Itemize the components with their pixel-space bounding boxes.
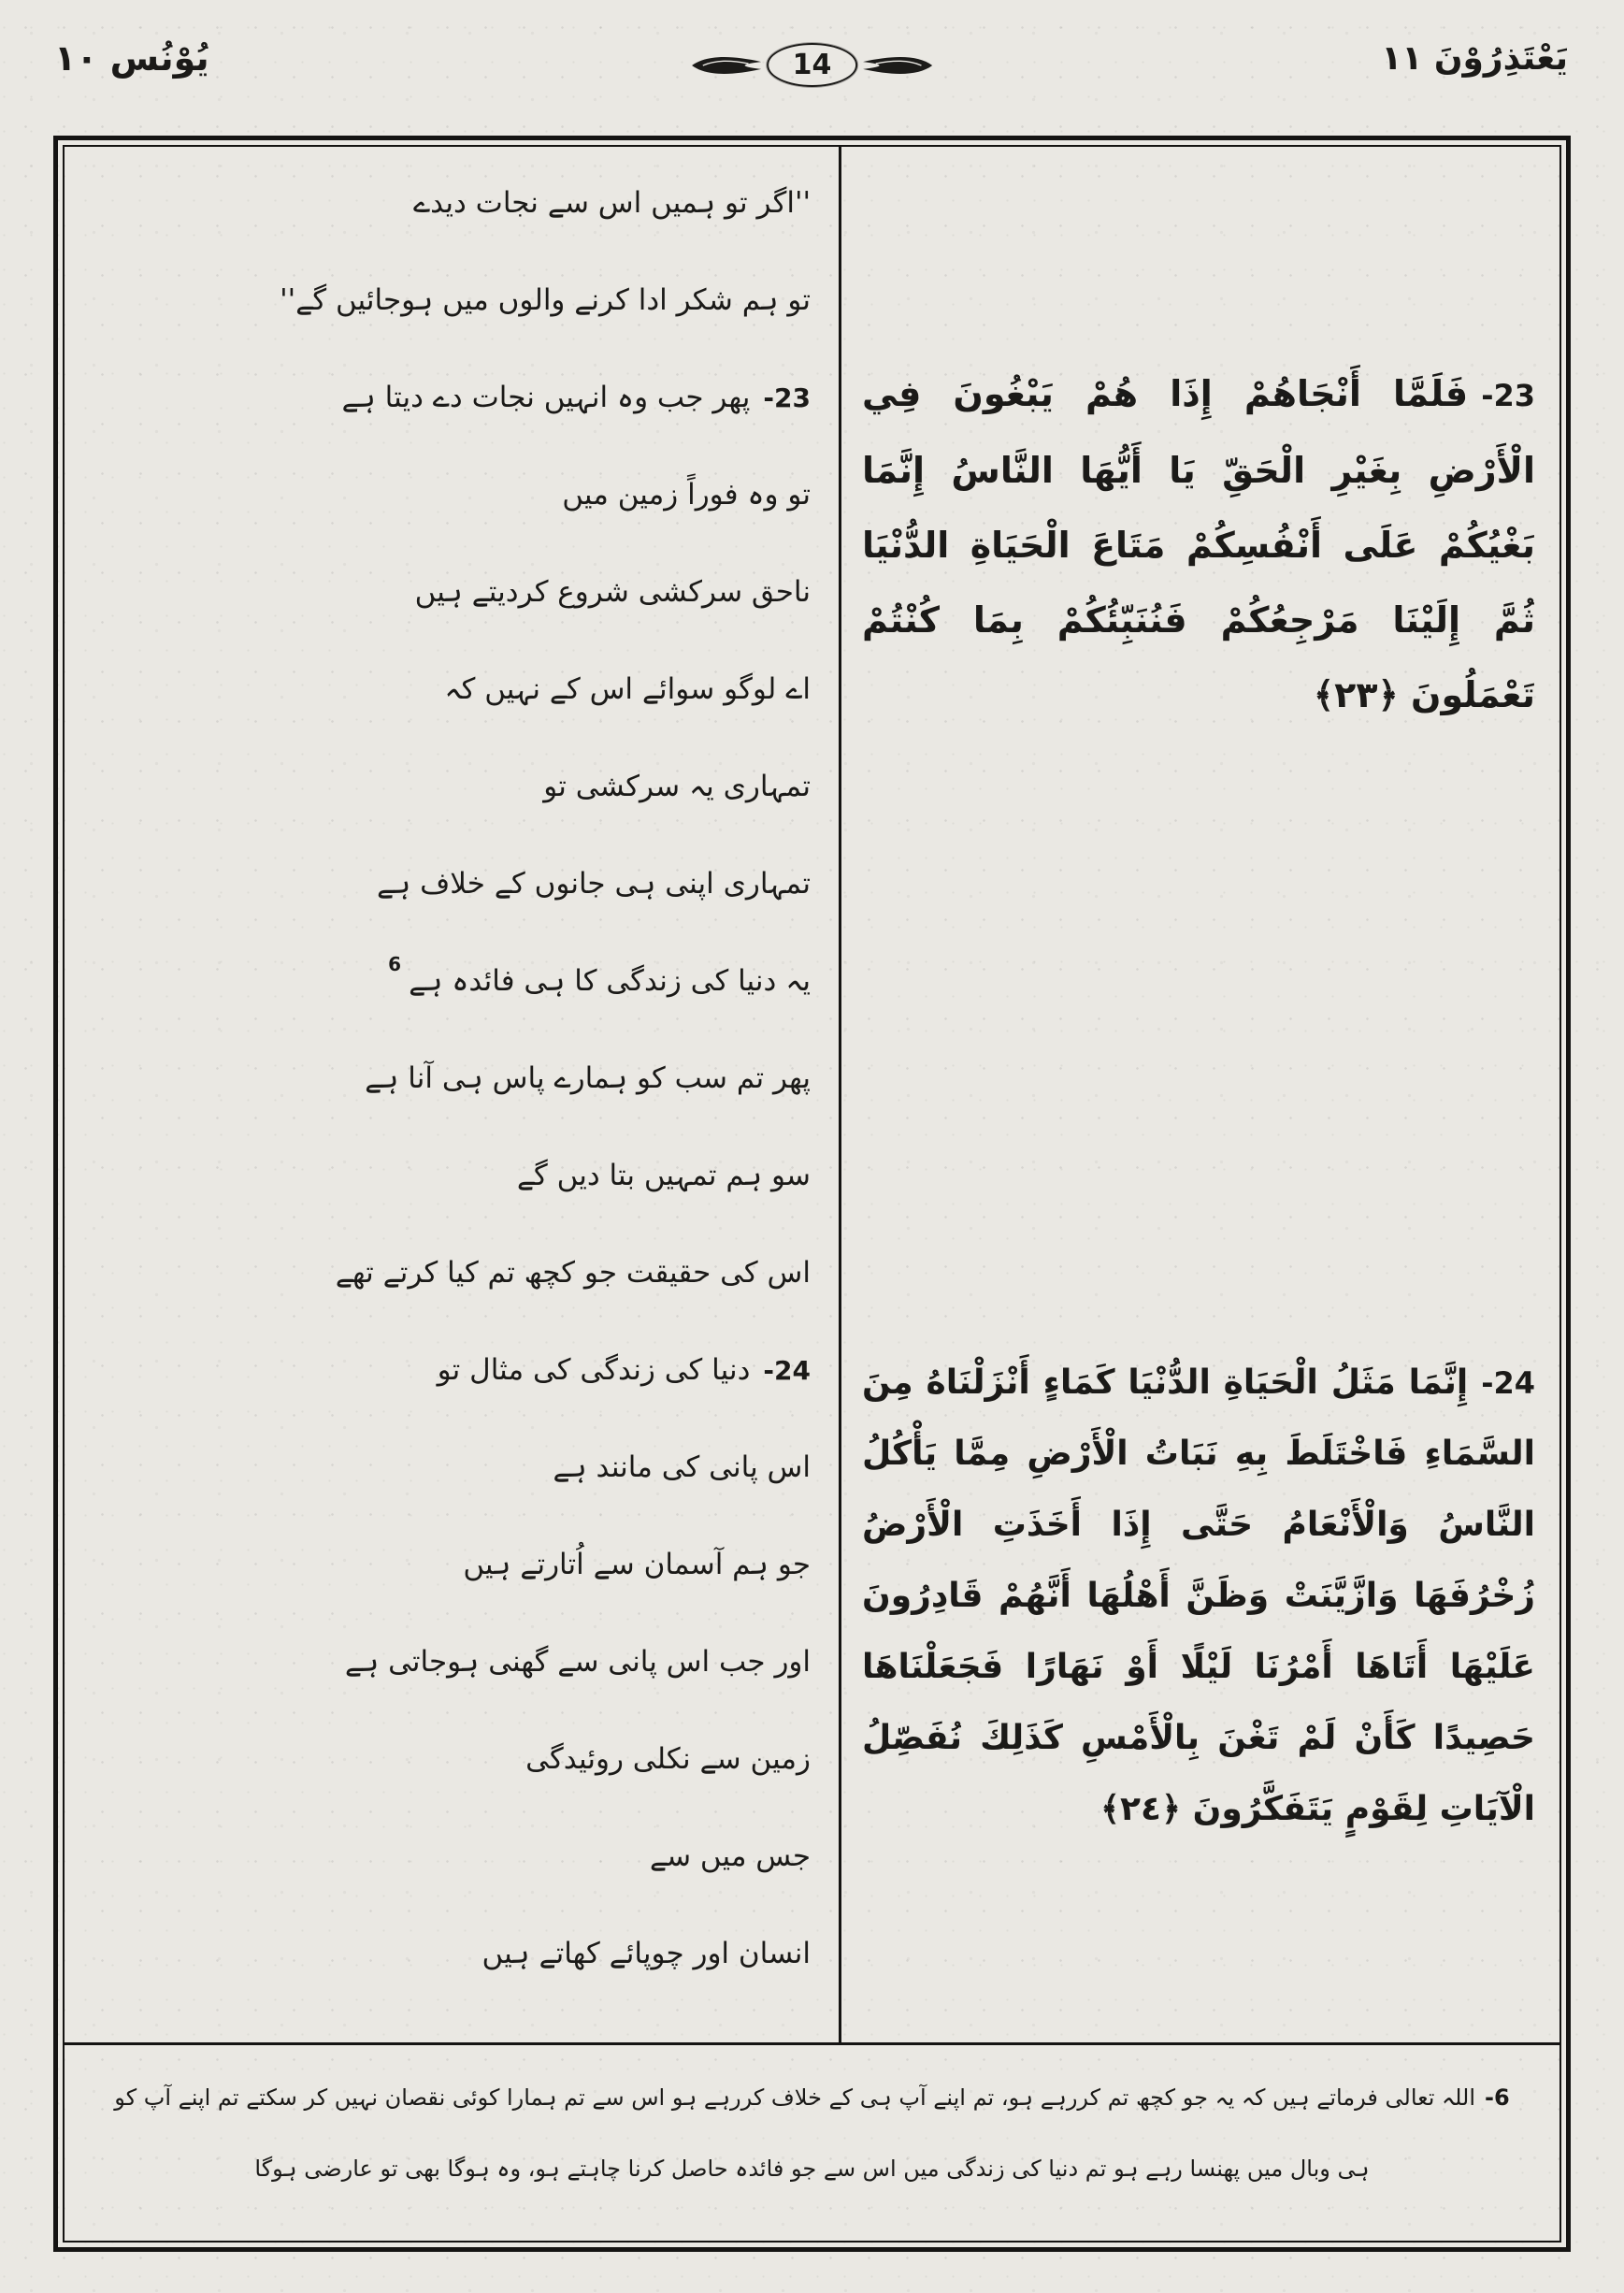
ornament-icon-left — [690, 51, 763, 79]
urdu-text: تو وہ فوراً زمین میں — [562, 477, 811, 512]
verse-24-number: -24 — [1481, 1365, 1535, 1401]
urdu-line — [85, 1516, 811, 1613]
verse-23-number: -23 — [1481, 378, 1535, 413]
urdu-text: جو ہم آسمان سے اُتارتے ہیں — [463, 1547, 811, 1581]
verse-23-arabic — [862, 356, 1535, 732]
juz-title: یَعْتَذِرُوْنَ ۱۱ — [1381, 39, 1568, 78]
urdu-text: تمہاری یہ سرکشی تو — [543, 769, 811, 803]
footnote-number: -6 — [1485, 2084, 1510, 2111]
urdu-text: اے لوگو سوائے اس کے نہیں کہ — [444, 671, 811, 706]
arabic-column — [841, 147, 1559, 2042]
urdu-line — [85, 154, 811, 252]
text-columns — [65, 147, 1559, 2042]
main-frame — [53, 136, 1571, 2252]
urdu-text: زمین سے نکلی روئیدگی — [525, 1741, 811, 1776]
footnote-line-1 — [89, 2062, 1535, 2133]
urdu-line — [85, 446, 811, 543]
urdu-line — [85, 1419, 811, 1516]
urdu-text: اس کی حقیقت جو کچھ تم کیا کرتے تھے — [335, 1255, 811, 1290]
urdu-line — [85, 1905, 811, 2002]
urdu-text: پھر تم سب کو ہمارے پاس ہی آنا ہے — [365, 1060, 811, 1095]
footnote-line-2 — [89, 2133, 1535, 2204]
urdu-text: دنیا کی زندگی کی مثال تو — [437, 1352, 751, 1387]
page-number-cartouche — [690, 43, 935, 87]
urdu-line — [85, 1808, 811, 1905]
footnote-text-1: اللہ تعالی فرماتے ہیں کہ یہ جو کچھ تم کررہے ہو، تم اپنے آپ ہی کے خلاف کررہے ہو اس سے تم ہمارا کوئی نقصان نہیں کر سکتے تم اپنے آپ کو — [114, 2084, 1476, 2111]
page-number: 14 — [767, 43, 858, 87]
verse-24-text: إِنَّمَا مَثَلُ الْحَيَاةِ الدُّنْيَا كَمَاءٍ أَنْزَلْنَاهُ مِنَ السَّمَاءِ فَاخْتَلَطَ بِهِ نَبَاتُ الْأَرْضِ مِمَّا يَأْكُلُ النَّاسُ وَالْأَنْعَامُ حَتَّى إِذَا أَخَذَتِ الْأَرْضُ زُخْرُفَهَا وَازَّيَّنَتْ وَظَنَّ أَهْلُهَا أَنَّهُمْ قَادِرُونَ عَلَيْهَا أَتَاهَا أَمْرُنَا لَيْلًا أَوْ نَهَارًا فَجَعَلْنَاهَا حَصِيدًا كَأَنْ لَمْ تَغْنَ بِالْأَمْسِ كَذَلِكَ نُفَصِّلُ الْآيَاتِ لِقَوْمٍ يَتَفَكَّرُونَ ﴿٢٤﴾ — [862, 1363, 1535, 1828]
footnote-text-2: ہی وبال میں پھنسا رہے ہو تم دنیا کی زندگی میں اس سے جو فائدہ حاصل کرنا چاہتے ہو، وہ ہوگا بھی تو عارضی ہوگا — [254, 2156, 1370, 2182]
urdu-text: سو ہم تمہیں بتا دیں گے — [516, 1158, 811, 1192]
urdu-text: تو ہم شکر ادا کرنے والوں میں ہوجائیں گے'' — [280, 282, 811, 317]
verse-24-arabic — [862, 1348, 1535, 1845]
urdu-line — [85, 1710, 811, 1808]
urdu-text: اور جب اس پانی سے گھنی ہوجاتی ہے — [344, 1644, 811, 1679]
verse-number: -24 — [763, 1354, 811, 1386]
urdu-line — [85, 1224, 811, 1321]
ornament-icon-right — [861, 51, 934, 79]
verse-23-text: فَلَمَّا أَنْجَاهُمْ إِذَا هُمْ يَبْغُونَ فِي الْأَرْضِ بِغَيْرِ الْحَقِّ يَا أَيُّهَا النَّاسُ إِنَّمَا بَغْيُكُمْ عَلَى أَنْفُسِكُمْ مَتَاعَ الْحَيَاةِ الدُّنْيَا ثُمَّ إِلَيْنَا مَرْجِعُكُمْ فَنُنَبِّئُكُمْ بِمَا كُنْتُمْ تَعْمَلُونَ ﴿٢٣﴾ — [862, 373, 1535, 715]
urdu-text: ''اگر تو ہمیں اس سے نجات دیدے — [412, 185, 811, 220]
urdu-text: جس میں سے — [649, 1839, 811, 1873]
urdu-text: پھر جب وہ انہیں نجات دے دیتا ہے — [341, 380, 751, 414]
urdu-text: اس پانی کی مانند ہے — [553, 1449, 811, 1484]
verse-number: -23 — [763, 382, 811, 413]
surah-title: یُوْنُس ۱۰ — [54, 37, 209, 79]
urdu-line — [85, 252, 811, 349]
urdu-line — [85, 641, 811, 738]
urdu-line — [85, 349, 811, 446]
urdu-line — [85, 1321, 811, 1419]
urdu-line — [85, 835, 811, 932]
urdu-line — [85, 1030, 811, 1127]
urdu-column — [65, 147, 839, 2042]
urdu-line — [85, 738, 811, 835]
urdu-line — [85, 543, 811, 641]
footnote — [65, 2042, 1559, 2241]
urdu-line — [85, 1613, 811, 1710]
urdu-text: یہ دنیا کی زندگی کا ہی فائدہ ہے — [409, 963, 811, 998]
urdu-line — [85, 1127, 811, 1224]
urdu-text: ناحق سرکشی شروع کردیتے ہیں — [414, 574, 811, 609]
urdu-line — [85, 932, 811, 1030]
main-frame-inner — [63, 145, 1561, 2243]
urdu-text: انسان اور چوپائے کھاتے ہیں — [481, 1936, 811, 1970]
footnote-ref: 6 — [388, 953, 402, 975]
urdu-text: تمہاری اپنی ہی جانوں کے خلاف ہے — [376, 866, 811, 901]
